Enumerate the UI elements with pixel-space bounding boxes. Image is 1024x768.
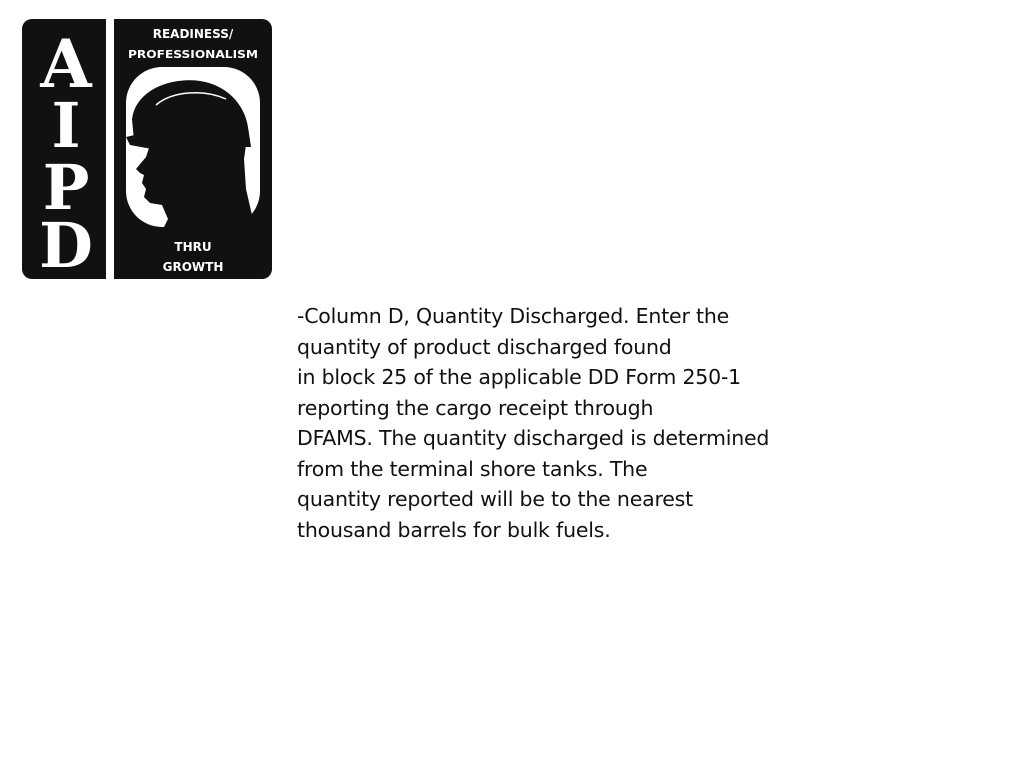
instruction-paragraph [297,301,817,545]
paragraph-line: in block 25 of the applicable DD Form 250-1 [297,365,742,389]
logo-letter-i: I [51,89,81,162]
paragraph-line: DFAMS. The quantity discharged is determined [297,426,770,450]
aipd-logo [22,19,272,279]
logo-motto-top-line-2: PROFESSIONALISM [128,48,258,61]
paragraph-line: quantity of product discharged found [297,334,672,359]
paragraph-line: -Column D, Quantity Discharged. Enter the [297,304,730,328]
aipd-logo-graphic [22,19,272,279]
logo-divider [106,19,114,279]
logo-motto-top-line-1: READINESS/ [152,27,234,41]
logo-motto-bottom-line-1: THRU [174,240,212,254]
paragraph-line: quantity reported will be to the nearest [297,487,693,511]
logo-letter-d: D [39,209,93,279]
logo-letter-p: P [42,151,90,224]
paragraph-line: from the terminal shore tanks. The [297,456,648,481]
paragraph-line: reporting the cargo receipt through [297,395,654,420]
paragraph-line: thousand barrels for bulk fuels. [297,517,611,542]
logo-motto-bottom-line-2: GROWTH [162,260,224,274]
logo-letter-a: A [40,25,92,103]
